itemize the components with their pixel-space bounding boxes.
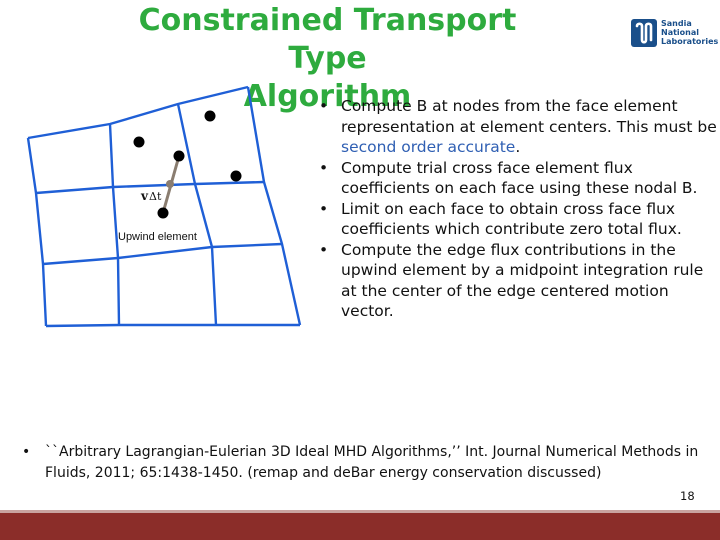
mesh-line-col-3 (178, 104, 216, 325)
cell-center-dot (134, 137, 145, 148)
footer-stripe (0, 510, 720, 513)
upwind-element-label: Upwind element (118, 231, 197, 243)
velocity-v-label: v (141, 189, 148, 203)
cell-center-dot (231, 171, 242, 182)
logo-wordmark (661, 19, 718, 46)
cell-center-dot (205, 111, 216, 122)
sandia-logo (630, 16, 719, 50)
bullet-item: • Compute trial cross face element flux coefficients on each face using these nodal B. (308, 158, 718, 199)
logo-line-3: Laboratories (661, 37, 719, 46)
reference-citation (22, 442, 712, 483)
mesh-line-row-3 (43, 244, 282, 264)
bullet-item: • Compute the edge flux contributions in the upwind element by a midpoint integration rule at the center of the edge centered motion vector. (308, 240, 718, 322)
velocity-delta-label: Δ (149, 190, 157, 203)
reference-bullet: • (22, 444, 31, 460)
mesh-diagram (0, 0, 310, 440)
slide-title-line-2: Algorithm (243, 79, 412, 114)
page-number: 18 (680, 489, 695, 503)
logo-line-2: National (661, 28, 699, 37)
bullet-item: • Limit on each face to obtain cross face flux coefficients which contribute zero total flux. (308, 199, 718, 240)
highlight-text: second order accurate (341, 138, 516, 156)
motion-vector-midpoint (166, 180, 174, 188)
node-dot (174, 151, 185, 162)
bullet-list (308, 96, 718, 322)
velocity-t-label: t (157, 190, 162, 203)
sandia-thunderbird-icon (630, 18, 658, 48)
bullet-item: • Compute B at nodes from the face element representation at element centers. This must be second order accurate. (308, 96, 718, 158)
mesh-line-col-2 (110, 124, 119, 325)
logo-line-1: Sandia (661, 19, 692, 28)
mesh-line-col-4 (248, 87, 300, 325)
cell-center-dot (158, 208, 169, 219)
mesh-line-col-1 (28, 138, 46, 326)
mesh-line-row-4 (46, 325, 300, 326)
reference-text: ``Arbitrary Lagrangian-Eulerian 3D Ideal MHD Algorithms,’’ Int. Journal Numerical Methods in Fluids, 2011; 65:1438-1450. (remap and deBar energy conservation discussed) (45, 444, 699, 481)
slide-title-line-1: Constrained Transport Type (138, 3, 517, 76)
mesh-line-row-1 (28, 87, 248, 138)
footer-bar (0, 510, 720, 540)
